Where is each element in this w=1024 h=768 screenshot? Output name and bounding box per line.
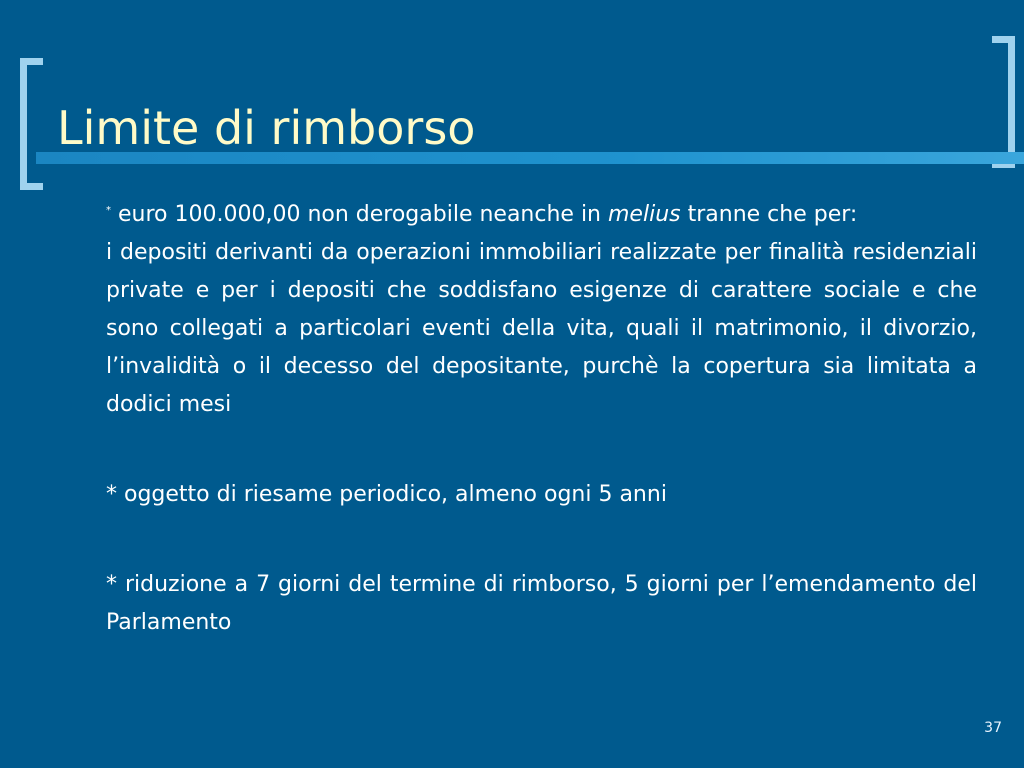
right-bracket-decoration bbox=[992, 36, 1015, 168]
page-number: 37 bbox=[984, 720, 1002, 736]
paragraph-amount-text-after: tranne che per: bbox=[680, 202, 858, 227]
paragraph-amount-italic: melius bbox=[608, 202, 681, 227]
paragraph-amount bbox=[106, 196, 977, 234]
left-bracket-decoration bbox=[20, 58, 43, 190]
paragraph-reduction: * riduzione a 7 giorni del termine di rimborso, 5 giorni per l’emendamento del Parlamento bbox=[106, 572, 977, 635]
slide-body bbox=[106, 196, 977, 642]
slide-title: Limite di rimborso bbox=[57, 101, 476, 155]
paragraph-amount-text-before: euro 100.000,00 non derogabile neanche in bbox=[111, 202, 608, 227]
paragraph-review: * oggetto di riesame periodico, almeno ogni 5 anni bbox=[106, 482, 667, 507]
paragraph-exceptions: i depositi derivanti da operazioni immobiliari realizzate per finalità residenziali private e per i depositi che soddisfano esigenze di carattere sociale e che sono collegati a particolari eventi della vita, quali il matrimonio, il divorzio, l’invalidità o il decesso del depositante, purchè la copertura sia limitata a dodici mesi bbox=[106, 240, 977, 417]
asterisk-marker: * bbox=[106, 205, 111, 216]
